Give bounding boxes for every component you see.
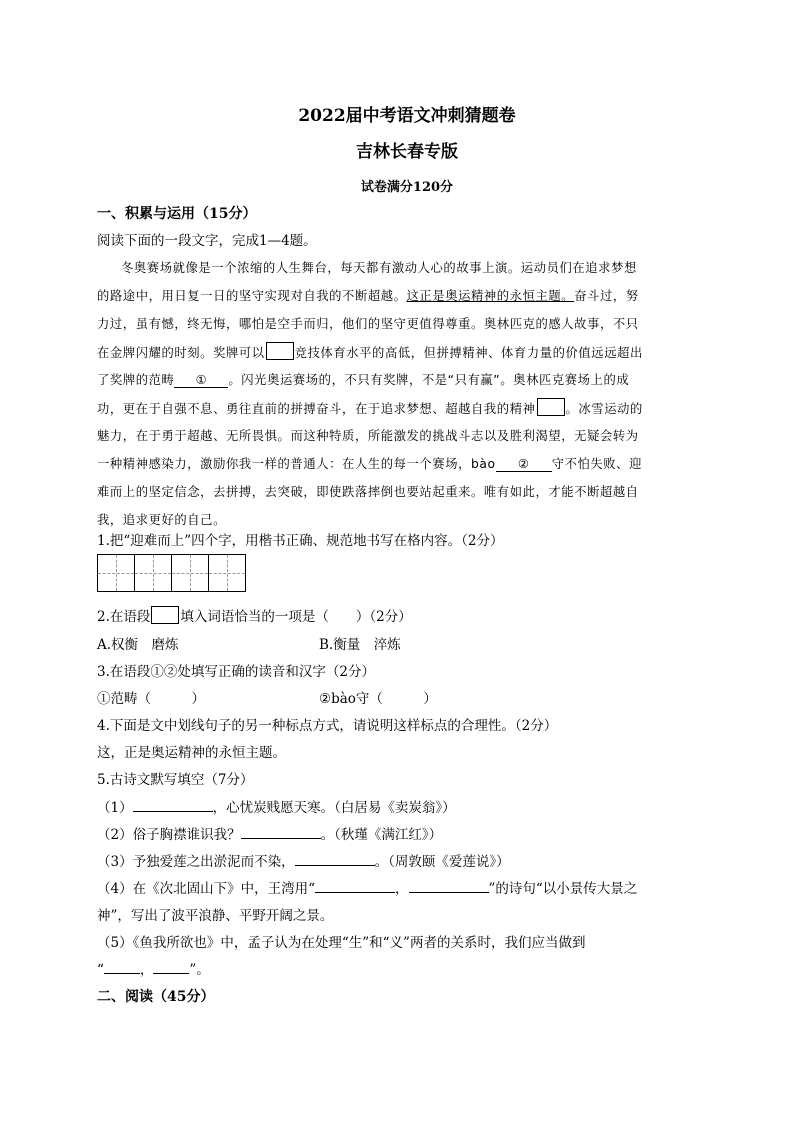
passage-line-7: 魅力，在于勇于超越、无所畏惧。而这种特质，所能激发的挑战斗志以及胜利渴望，无疑会转为 xyxy=(97,429,639,443)
q5-item-1: （1） ，心忧炭贱愿天寒。（白居易《卖炭翁》） xyxy=(97,800,456,816)
q2-option-a: A.权衡 磨炼 xyxy=(97,637,179,653)
passage-line-3: 力过，虽有憾，终无悔，哪怕是空手而归，他们的坚守更值得尊重。奥林匹克的感人故事，不只 xyxy=(97,317,639,331)
q5-item-4-cont: 神”，写出了波平浪静、平野开阔之景。 xyxy=(97,908,334,924)
fill-blank[interactable] xyxy=(133,811,213,812)
q5-item-2: （2）俗子胸襟谁识我？ 。（秋瑾《满江红》） xyxy=(97,827,443,843)
writing-grid[interactable] xyxy=(97,554,245,592)
passage-line-6: 功，更在于自强不息、勇往直前的拼搏奋斗，在于追求梦想、超越自我的精神 。冰雪运动的 xyxy=(97,398,717,417)
blank-2: ② xyxy=(496,457,552,472)
question-5: 5.古诗文默写填空（7分） xyxy=(97,772,254,788)
q3-answer-2: ②bào守（ ） xyxy=(319,691,437,707)
exam-score: 试卷满分120分 xyxy=(360,180,454,195)
question-4: 4.下面是文中划线句子的另一种标点方式，请说明这样标点的合理性。（2分） xyxy=(97,718,558,734)
grid-cell[interactable] xyxy=(97,554,135,592)
q2-option-b: B.衡量 淬炼 xyxy=(319,637,401,653)
question-1: 1.把“迎难而上”四个字，用楷书正确、规范地书写在格内容。（2分） xyxy=(97,533,504,549)
blank-box xyxy=(537,398,565,416)
q5-item-4: （4）在《次北固山下》中，王湾用“ ， ”的诗句“以小景传大景之 xyxy=(97,881,638,897)
fill-blank[interactable] xyxy=(315,892,395,893)
grid-cell[interactable] xyxy=(134,554,172,592)
blank-1: ① xyxy=(174,373,228,388)
underlined-sentence: 这正是奥运精神的永恒主题。 xyxy=(406,289,575,303)
exam-title: 2022届中考语文冲刺猜题卷 xyxy=(298,106,516,126)
section-intro: 阅读下面的一段文字，完成1—4题。 xyxy=(97,233,317,249)
grid-cell[interactable] xyxy=(208,554,246,592)
passage-line-1: 冬奥赛场就像是一个浓缩的人生舞台，每天都有激动人心的故事上演。运动员们在追求梦想 xyxy=(121,261,637,275)
blank-box xyxy=(266,342,294,360)
grid-cell[interactable] xyxy=(171,554,209,592)
q5-item-5-cont: “ ， ”。 xyxy=(97,962,210,978)
question-2: 2.在语段 填入词语恰当的一项是（ ）（2分） xyxy=(97,605,412,625)
fill-blank[interactable] xyxy=(295,865,375,866)
q4-sentence: 这，正是奥运精神的永恒主题。 xyxy=(97,745,286,761)
fill-blank[interactable] xyxy=(153,973,189,974)
section-heading-1: 一、积累与运用（15分） xyxy=(97,206,257,222)
passage-line-9: 难而上的坚定信念，去拼搏，去突破，即使跌落摔倒也要站起重来。唯有如此，才能不断超越自 xyxy=(97,485,639,499)
passage-line-2: 的路途中，用日复一日的坚守实现对自我的不断超越。这正是奥运精神的永恒主题。奋斗过，努 xyxy=(97,289,639,303)
fill-blank[interactable] xyxy=(104,973,140,974)
blank-box xyxy=(151,606,179,624)
exam-subtitle: 吉林长春专版 xyxy=(356,142,458,162)
question-3: 3.在语段①②处填写正确的读音和汉字（2分） xyxy=(97,664,375,680)
passage-line-4: 在金牌闪耀的时刻。奖牌可以 竞技体育水平的高低，但拼搏精神、体育力量的价值远远超出 xyxy=(97,342,717,361)
q5-item-5: （5）《鱼我所欲也》中，孟子认为在处理“生”和“义”两者的关系时，我们应当做到 xyxy=(97,935,586,951)
passage-line-10: 我，追求更好的自己。 xyxy=(97,513,226,527)
passage-line-5: 了奖牌的范畴 ① 。闪光奥运赛场的，不只有奖牌，不是“只有赢”。奥林匹克赛场上的成 xyxy=(97,373,630,387)
q5-item-3: （3）予独爱莲之出淤泥而不染， 。（周敦颐《爱莲说》） xyxy=(97,854,510,870)
section-heading-2: 二、阅读（45分） xyxy=(97,989,215,1005)
q3-answer-1: ①范畴（ ） xyxy=(97,691,205,707)
passage-line-8: 一种精神感染力，激励你我一样的普通人：在人生的每一个赛场，bào ② 守不怕失败、迎 xyxy=(97,457,642,471)
fill-blank[interactable] xyxy=(241,838,321,839)
fill-blank[interactable] xyxy=(409,892,489,893)
